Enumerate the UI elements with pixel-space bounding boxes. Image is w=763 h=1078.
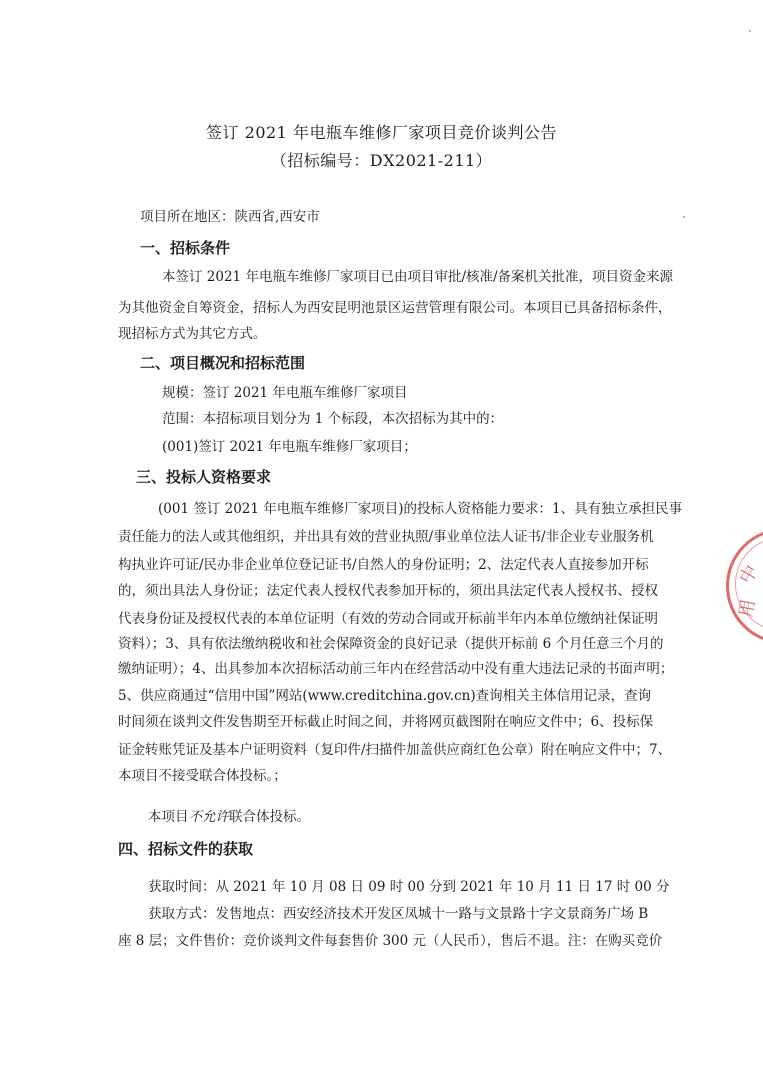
red-seal-stamp xyxy=(726,528,763,644)
section-2-line: 规模：签订 2021 年电瓶车维修厂家项目 xyxy=(162,385,408,401)
section-3-line: (001 签订 2021 年电瓶车维修厂家项目)的投标人资格能力要求：1、具有独立承担民事 xyxy=(158,501,683,517)
project-region: 项目所在地区：陕西省,西安市 xyxy=(140,209,320,225)
consortium-statement xyxy=(148,808,310,826)
section-3-line: 证金转账凭证及基本户证明资料（复印件/扫描件加盖供应商红色公章）附在响应文件中；7、 xyxy=(118,742,672,758)
section-3-line: 缴纳证明）；4、出具参加本次招标活动前三年内在经营活动中没有重大违法记录的书面声明； xyxy=(118,661,674,677)
section-3-line: 资料）；3、具有依法缴纳税收和社会保障资金的良好记录（提供开标前 6 个月任意三个月的 xyxy=(118,636,664,652)
section-3-line: 本项目不接受联合体投标。； xyxy=(118,768,287,784)
section-3-line: 时间须在谈判文件发售期至开标截止时间之间，并将网页截图附在响应文件中；6、投标保 xyxy=(118,714,654,730)
section-1-line: 现招标方式为其它方式。 xyxy=(118,326,267,342)
section-2-line: 范围：本招标项目划分为 1 个标段，本次招标为其中的： xyxy=(162,411,504,427)
seal-char: 中 xyxy=(735,561,763,588)
consortium-pre: 本项目 xyxy=(148,809,189,825)
section-3-line: 的，须出具法人身份证；法定代表人授权代表参加开标的，须出具法定代表人授权书、授权 xyxy=(118,583,658,599)
section-3-line: 构执业许可证/民办非企业单位登记证书/自然人的身份证明；2、法定代表人直接参加开标 xyxy=(118,557,649,573)
section-3-line: 5、供应商通过“信用中国”网站(www.creditchina.gov.cn)查询相关主体信用记录，查询 xyxy=(118,688,652,704)
scan-speck xyxy=(683,216,685,218)
section-heading-4: 四、招标文件的获取 xyxy=(118,840,254,858)
section-4-line: 获取方式：发售地点：西安经济技术开发区凤城十一路与文景路十字文景商务广场 B xyxy=(148,906,649,922)
consortium-post: 联合体投标。 xyxy=(229,809,310,825)
section-3-line: 责任能力的法人或其他组织，并出具有效的营业执照/事业单位法人证书/非企业专业服务机 xyxy=(118,529,654,545)
section-2-line: (001)签订 2021 年电瓶车维修厂家项目； xyxy=(162,439,417,455)
section-heading-1: 一、招标条件 xyxy=(140,239,231,257)
section-4-line: 获取时间：从 2021 年 10 月 08 日 09 时 00 分到 2021 年 10 月 11 日 17 时 00 分 xyxy=(148,879,670,895)
section-3-line: 代表身份证及授权代表的本单位证明（有效的劳动合同或开标前半年内本单位缴纳社保证明 xyxy=(118,611,658,627)
scan-speck xyxy=(749,30,751,32)
section-4-line: 座 8 层；文件售价：竞价谈判文件每套售价 300 元（人民币），售后不退。注：在购买竞价 xyxy=(118,933,663,949)
document-title: 签订 2021 年电瓶车维修厂家项目竞价谈判公告 xyxy=(206,123,557,142)
seal-char: 用 xyxy=(735,597,760,619)
section-heading-2: 二、项目概况和招标范围 xyxy=(140,354,306,372)
section-1-line: 为其他资金自筹资金，招标人为西安昆明池景区运营管理有限公司。本项目已具备招标条件， xyxy=(118,300,672,316)
section-1-line: 本签订 2021 年电瓶车维修厂家项目已由项目审批/核准/备案机关批准，项目资金来源 xyxy=(162,269,674,285)
document-subtitle: （招标编号：DX2021-211） xyxy=(270,151,493,170)
consortium-emphasis: 不允许 xyxy=(188,809,229,825)
section-heading-3: 三、投标人资格要求 xyxy=(136,468,272,486)
